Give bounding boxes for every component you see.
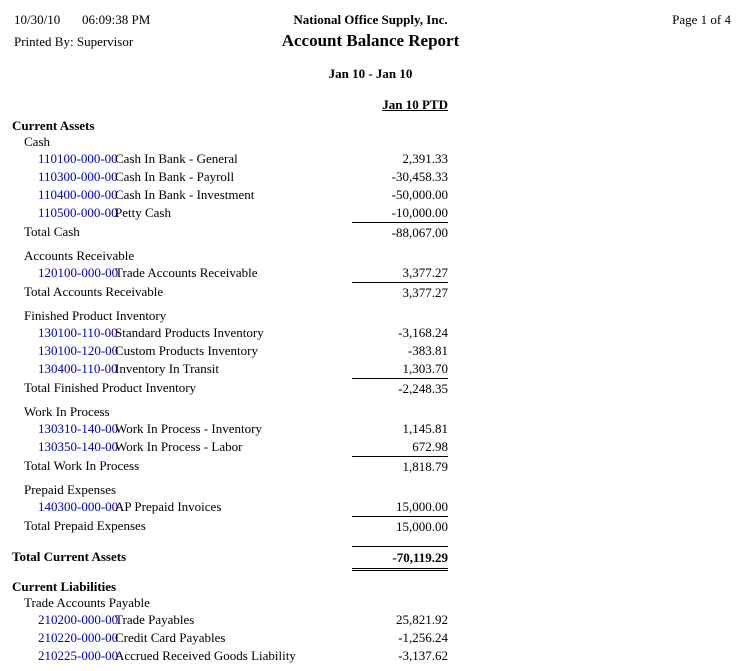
- account-description: Cash In Bank - General: [115, 151, 238, 166]
- section-total-row: [0, 546, 741, 570]
- account-row: [0, 360, 741, 378]
- account-number-link[interactable]: 210220-000-00: [38, 630, 119, 645]
- group-total-label: Total Finished Product Inventory: [24, 380, 197, 395]
- account-description: Custom Products Inventory: [115, 343, 258, 358]
- group-title: Prepaid Expenses: [24, 482, 117, 497]
- account-number-link[interactable]: 130310-140-00: [38, 421, 119, 436]
- account-amount: -30,458.33: [391, 169, 448, 184]
- account-number-link[interactable]: 120100-000-00: [38, 265, 119, 280]
- group-total-amount: 15,000.00: [352, 516, 448, 536]
- group-total-amount: -2,248.35: [352, 378, 448, 398]
- account-amount: -3,137.62: [398, 648, 448, 663]
- group-total-row: [0, 378, 741, 398]
- account-row: [0, 186, 741, 204]
- account-number-link[interactable]: 130350-140-00: [38, 439, 119, 454]
- group-total-amount: -88,067.00: [352, 222, 448, 242]
- report-period: Jan 10 - Jan 10: [328, 66, 413, 81]
- account-amount: 3,377.27: [402, 265, 448, 280]
- account-row: [0, 168, 741, 186]
- section-title: Current Assets: [12, 118, 95, 133]
- account-description: AP Prepaid Invoices: [115, 499, 222, 514]
- account-description: Standard Products Inventory: [115, 325, 264, 340]
- account-description: Accrued Received Goods Liability: [115, 648, 296, 663]
- account-number-link[interactable]: 110400-000-00: [38, 187, 118, 202]
- account-amount: 2,391.33: [402, 151, 448, 166]
- account-number-link[interactable]: 210225-000-00: [38, 648, 119, 663]
- account-number-link[interactable]: 110300-000-00: [38, 169, 118, 184]
- group-title: Accounts Receivable: [24, 248, 135, 263]
- account-row: [0, 611, 741, 629]
- account-row: [0, 647, 741, 665]
- account-amount: 672.98: [412, 439, 448, 454]
- group-total-row: [0, 282, 741, 302]
- account-amount: -383.81: [407, 343, 448, 358]
- account-number-link[interactable]: 110500-000-00: [38, 205, 118, 220]
- group-total-label: Total Accounts Receivable: [24, 284, 164, 299]
- group-title: Finished Product Inventory: [24, 308, 167, 323]
- account-row: [0, 324, 741, 342]
- account-row: [0, 420, 741, 438]
- account-row: [0, 204, 741, 222]
- column-header-ptd: Jan 10 PTD: [382, 97, 448, 112]
- printed-by: Printed By: Supervisor: [14, 34, 134, 49]
- group-title: Cash: [24, 134, 50, 149]
- account-number-link[interactable]: 130400-110-00: [38, 361, 118, 376]
- account-amount: 1,303.70: [402, 361, 448, 376]
- account-row: [0, 629, 741, 647]
- group-title: Work In Process: [24, 404, 110, 419]
- account-description: Inventory In Transit: [115, 361, 219, 376]
- account-amount: 25,821.92: [396, 612, 448, 627]
- group-spacer: [0, 665, 741, 671]
- page-indicator: Page 1 of 4: [672, 12, 731, 27]
- account-description: Cash In Bank - Payroll: [115, 169, 235, 184]
- account-description: Credit Card Payables: [115, 630, 226, 645]
- account-description: Petty Cash: [115, 205, 171, 220]
- group-total-row: [0, 222, 741, 242]
- group-total-row: [0, 516, 741, 536]
- section-total-amount: -70,119.29: [352, 546, 448, 571]
- section-title: Current Liabilities: [12, 579, 117, 594]
- group-total-amount: 3,377.27: [352, 282, 448, 302]
- account-number-link[interactable]: 130100-120-00: [38, 343, 119, 358]
- account-amount: -10,000.00: [391, 205, 448, 220]
- group-total-label: Total Work In Process: [24, 458, 140, 473]
- section-spacer: [0, 570, 741, 579]
- group-total-row: [0, 456, 741, 476]
- account-description: Work In Process - Inventory: [115, 421, 262, 436]
- account-amount: 15,000.00: [396, 499, 448, 514]
- account-description: Cash In Bank - Investment: [115, 187, 255, 202]
- report-time: 06:09:38 PM: [82, 12, 151, 27]
- account-row: [0, 498, 741, 516]
- group-total-amount: 1,818.79: [352, 456, 448, 476]
- account-description: Trade Accounts Receivable: [115, 265, 258, 280]
- account-number-link[interactable]: 130100-110-00: [38, 325, 118, 340]
- section-total-label: Total Current Assets: [12, 549, 127, 564]
- account-amount: -3,168.24: [398, 325, 448, 340]
- account-row: [0, 150, 741, 168]
- group-spacer: [0, 536, 741, 542]
- report-date: 10/30/10: [14, 12, 61, 27]
- account-description: Trade Payables: [115, 612, 195, 627]
- report-body: [0, 118, 741, 671]
- account-row: [0, 342, 741, 360]
- account-amount: -50,000.00: [391, 187, 448, 202]
- account-amount: 1,145.81: [402, 421, 448, 436]
- account-description: Work In Process - Labor: [115, 439, 243, 454]
- group-total-label: Total Prepaid Expenses: [24, 518, 146, 533]
- group-title: Trade Accounts Payable: [24, 595, 150, 610]
- account-number-link[interactable]: 210200-000-00: [38, 612, 119, 627]
- account-amount: -1,256.24: [398, 630, 448, 645]
- account-row: [0, 264, 741, 282]
- account-row: [0, 438, 741, 456]
- report-title: Account Balance Report: [281, 31, 460, 50]
- group-total-label: Total Cash: [24, 224, 80, 239]
- account-number-link[interactable]: 110100-000-00: [38, 151, 118, 166]
- company-name: National Office Supply, Inc.: [293, 12, 448, 27]
- account-number-link[interactable]: 140300-000-00: [38, 499, 119, 514]
